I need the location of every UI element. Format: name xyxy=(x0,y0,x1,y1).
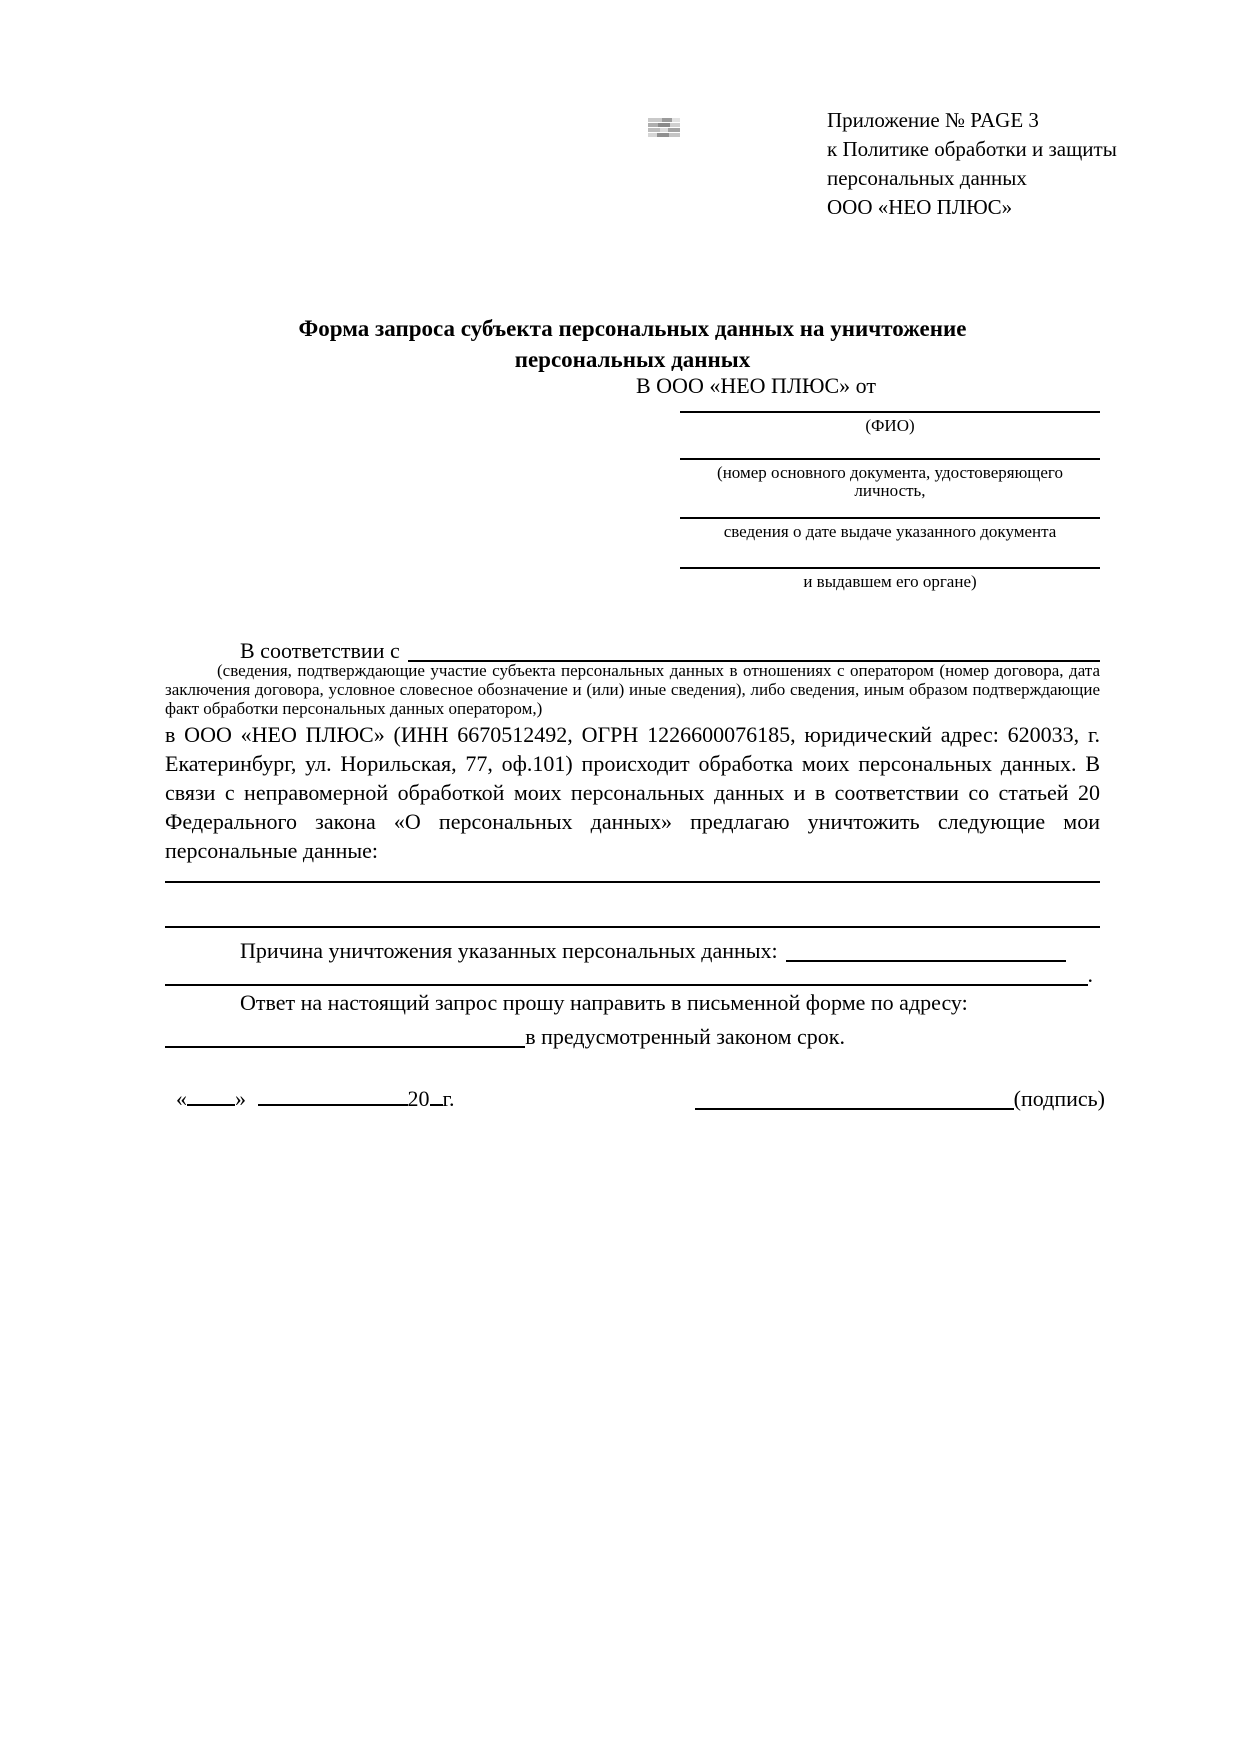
doc-issuer-field-rule xyxy=(680,567,1100,569)
response-address-rule xyxy=(165,1022,525,1048)
doc-number-field-rule xyxy=(680,458,1100,460)
appendix-block xyxy=(827,106,1117,222)
doc-issuer-field-caption: и выдавшем его органе) xyxy=(803,572,977,591)
date-open-quote: « xyxy=(176,1086,187,1111)
document-title-line-1: Форма запроса субъекта персональных данных на уничтожение xyxy=(298,316,967,341)
reason-continuation-row xyxy=(165,960,1093,989)
response-address-row xyxy=(165,1022,845,1051)
appendix-line-3: персональных данных xyxy=(827,166,1027,190)
blurred-object-graphic xyxy=(648,118,680,140)
date-year-text: 20 xyxy=(407,1086,430,1111)
accordance-blank-rule xyxy=(408,636,1100,662)
data-blank-rule-1 xyxy=(165,881,1100,883)
doc-issue-date-field-caption: сведения о дате выдаче указанного документа xyxy=(723,522,1057,541)
addressee-line: В ООО «НЕО ПЛЮС» от xyxy=(636,373,876,398)
signature-rule xyxy=(695,1084,1014,1110)
document-title-line-2: персональных данных xyxy=(514,347,751,372)
appendix-line-4: ООО «НЕО ПЛЮС» xyxy=(827,195,1013,219)
response-line-2: в предусмотренный законом срок. xyxy=(525,1024,845,1049)
date-day-rule xyxy=(187,1085,235,1106)
signature-row xyxy=(695,1084,1105,1113)
accordance-note: (сведения, подтверждающие участие субъекта персональных данных в отношениях с оператором (номер договора, дата заключения договора, условное словесное обозначение и (или) иные сведения), либо сведения, иным образом подтверждающие факт обработки персональных данных оператором,) xyxy=(165,661,1100,718)
fio-field-caption: (ФИО) xyxy=(865,416,915,435)
doc-issue-date-field-rule xyxy=(680,517,1100,519)
reason-label: Причина уничтожения указанных персональных данных: xyxy=(240,938,778,963)
body-paragraph: в ООО «НЕО ПЛЮС» (ИНН 6670512492, ОГРН 1226600076185, юридический адрес: 620033, г. Екатеринбург, ул. Норильская, 77, оф.101) происходит обработка моих персональных данных. В связи с неправомерной обработкой моих персональных данных и в соответствии со статьей 20 Федерального закона «О персональных данных» предлагаю уничтожить следующие мои персональные данные: xyxy=(165,722,1100,863)
response-line-1: Ответ на настоящий запрос прошу направить в письменной форме по адресу: xyxy=(240,990,968,1015)
fio-field-rule xyxy=(680,411,1100,413)
doc-number-field-caption: (номер основного документа, удостоверяющего личность, xyxy=(717,463,1063,500)
appendix-line-1: Приложение № PAGE 3 xyxy=(827,108,1039,132)
blurred-object-icon xyxy=(648,118,680,145)
date-close-quote: » xyxy=(235,1086,246,1111)
data-blank-rule-2 xyxy=(165,926,1100,928)
reason-blank-rule xyxy=(786,936,1066,962)
document-title xyxy=(165,313,1100,375)
date-month-rule xyxy=(258,1085,408,1106)
accordance-label: В соответствии с xyxy=(240,638,400,663)
date-year-rule xyxy=(430,1085,443,1106)
reason-continuation-rule xyxy=(165,960,1088,986)
date-year-suffix: г. xyxy=(442,1086,455,1111)
reason-line-period: . xyxy=(1087,962,1093,987)
signature-caption: (подпись) xyxy=(1013,1086,1105,1111)
date-row xyxy=(176,1084,455,1113)
appendix-line-2: к Политике обработки и защиты xyxy=(827,137,1117,161)
